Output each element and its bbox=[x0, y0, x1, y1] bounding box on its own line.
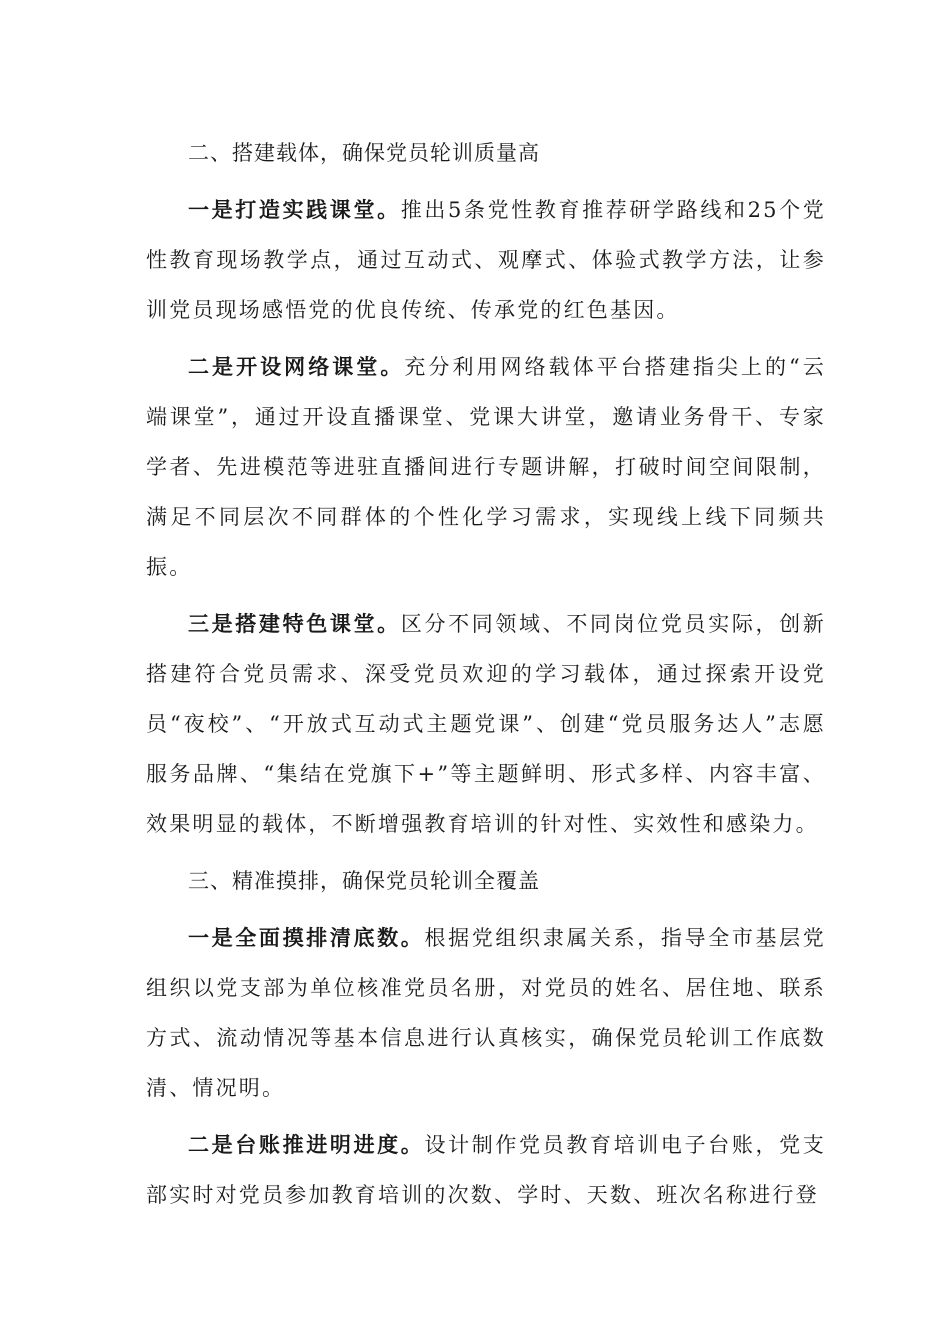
paragraph-survey-baseline bbox=[146, 913, 826, 1113]
paragraph-body: 推出5条党性教育推荐研学路线和25个党性教育现场教学点，通过互动式、观摩式、体验式教学方法，让参训党员现场感悟党的优良传统、传承党的红色基因。 bbox=[146, 198, 826, 322]
paragraph-featured-classroom bbox=[146, 599, 826, 849]
paragraph-ledger-progress bbox=[146, 1120, 826, 1220]
section-heading-3: 三、精准摸排，确保党员轮训全覆盖 bbox=[188, 869, 540, 893]
paragraph-lead: 二是台账推进明进度。 bbox=[188, 1132, 425, 1157]
paragraph-body: 根据党组织隶属关系，指导全市基层党组织以党支部为单位核准党员名册，对党员的姓名、居住地、联系方式、流动情况等基本信息进行认真核实，确保党员轮训工作底数清、情况明。 bbox=[146, 926, 827, 1100]
paragraph-practice-classroom bbox=[146, 185, 826, 335]
section-heading-2: 二、搭建载体，确保党员轮训质量高 bbox=[188, 141, 540, 165]
paragraph-body: 设计制作党员教育培训电子台账，党支部实时对党员参加教育培训的次数、学时、天数、班次名称进行登 bbox=[146, 1133, 827, 1207]
document-body bbox=[146, 128, 826, 1227]
paragraph-lead: 一是全面摸排清底数。 bbox=[188, 925, 425, 950]
paragraph-body: 区分不同领域、不同岗位党员实际，创新搭建符合党员需求、深受党员欢迎的学习载体，通过探索开设党员“夜校”、“开放式互动式主题党课”、创建“党员服务达人”志愿服务品牌、“集结在党旗下+”等主题鲜明、形式多样、内容丰富、效果明显的载体，不断增强教育培训的针对性、实效性和感染力。 bbox=[146, 612, 826, 836]
paragraph-body: 充分利用网络载体平台搭建指尖上的“云端课堂”，通过开设直播课堂、党课大讲堂，邀请业务骨干、专家学者、先进模范等进驻直播间进行专题讲解，打破时间空间限制，满足不同层次不同群体的个性化学习需求，实现线上线下同频共振。 bbox=[146, 355, 826, 579]
paragraph-lead: 一是打造实践课堂。 bbox=[188, 197, 401, 222]
paragraph-lead: 二是开设网络课堂。 bbox=[188, 354, 405, 379]
paragraph-online-classroom bbox=[146, 342, 826, 592]
paragraph-lead: 三是搭建特色课堂。 bbox=[188, 611, 401, 636]
